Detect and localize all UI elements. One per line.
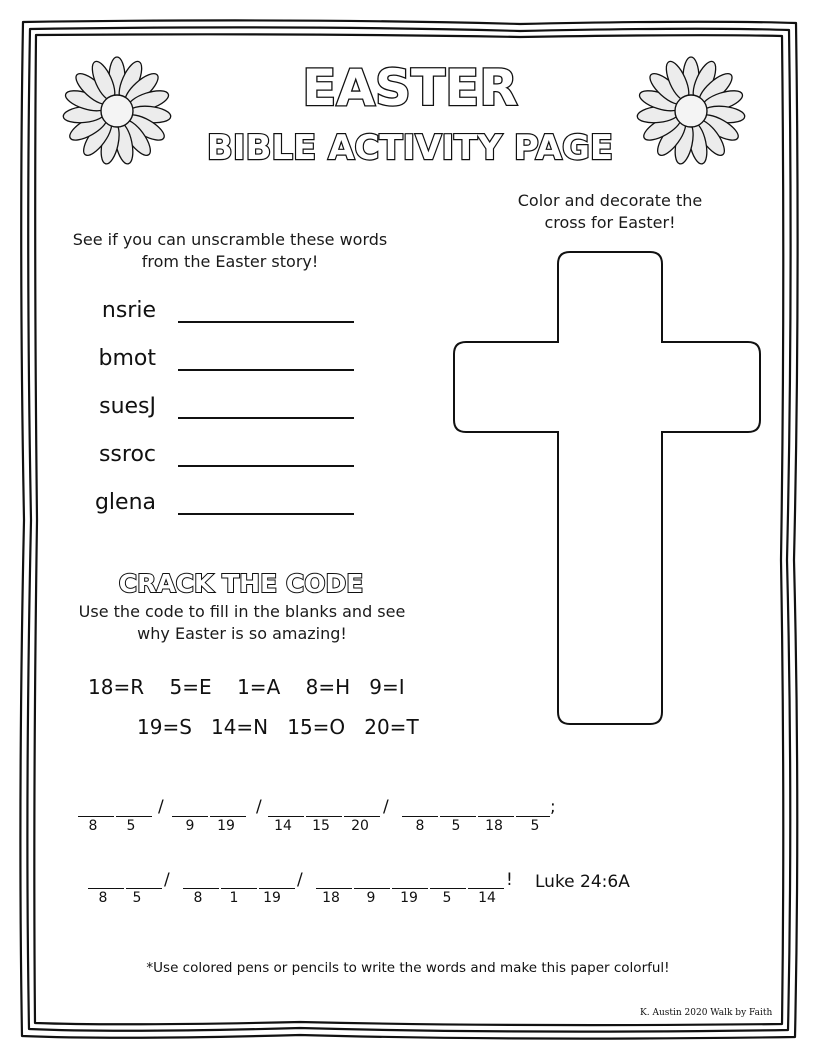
code-number: 8 (98, 890, 108, 906)
code-number: 5 (126, 818, 136, 834)
credit-text: K. Austin 2020 Walk by Faith (640, 1008, 773, 1018)
letter-blank[interactable] (468, 888, 504, 889)
letter-blank[interactable] (116, 816, 152, 817)
letter-blank[interactable] (516, 816, 550, 817)
unscramble-instructions (60, 229, 400, 273)
unscramble-instructions-line1: See if you can unscramble these words (72, 230, 388, 249)
code-number: 18 (322, 890, 340, 906)
word-separator: / (383, 797, 389, 817)
code-number: 8 (88, 818, 98, 834)
code-instructions-line1: Use the code to fill in the blanks and see (78, 602, 406, 621)
letter-blank[interactable] (344, 816, 380, 817)
letter-blank[interactable] (88, 888, 124, 889)
code-number: 5 (442, 890, 452, 906)
word-separator: / (256, 797, 262, 817)
letter-blank[interactable] (172, 816, 208, 817)
scripture-reference: Luke 24:6A (535, 872, 630, 892)
unscramble-instructions-line2: from the Easter story! (141, 252, 319, 271)
answer-line[interactable] (178, 369, 354, 371)
code-section-title: CRACK THE CODE (118, 569, 364, 598)
footer-note: *Use colored pens or pencils to write the words and make this paper colorful! (146, 960, 670, 976)
scrambled-word: glena (94, 490, 156, 515)
code-instructions-line2: why Easter is so amazing! (137, 624, 347, 643)
scrambled-word: suesJ (99, 394, 156, 419)
page-title: EASTER (302, 59, 518, 117)
word-separator: / (158, 797, 164, 817)
cross-instructions-line2: cross for Easter! (544, 213, 676, 232)
scrambled-word: nsrie (101, 298, 156, 323)
letter-blank[interactable] (259, 888, 295, 889)
letter-blank[interactable] (78, 816, 114, 817)
code-key-row: 19=S 14=N 15=O 20=T (137, 715, 419, 739)
code-number: 14 (478, 890, 496, 906)
code-number: 9 (185, 818, 195, 834)
code-number: 20 (351, 818, 369, 834)
answer-line[interactable] (178, 417, 354, 419)
letter-blank[interactable] (478, 816, 514, 817)
letter-blank[interactable] (210, 816, 246, 817)
exclamation-mark: ! (506, 870, 513, 890)
scrambled-word: bmot (98, 346, 156, 371)
cross-instructions (490, 190, 730, 234)
letter-blank[interactable] (430, 888, 466, 889)
letter-blank[interactable] (316, 888, 352, 889)
semicolon: ; (550, 797, 556, 817)
scrambled-word: ssroc (98, 442, 156, 467)
code-number: 8 (193, 890, 203, 906)
code-number: 18 (485, 818, 503, 834)
code-number: 5 (530, 818, 540, 834)
letter-blank[interactable] (354, 888, 390, 889)
code-number: 5 (451, 818, 461, 834)
letter-blank[interactable] (306, 816, 342, 817)
letter-blank[interactable] (440, 816, 476, 817)
letter-blank[interactable] (268, 816, 304, 817)
letter-blank[interactable] (126, 888, 162, 889)
letter-blank[interactable] (392, 888, 428, 889)
code-number: 19 (400, 890, 418, 906)
code-number: 19 (263, 890, 281, 906)
code-number: 14 (274, 818, 292, 834)
word-separator: / (164, 870, 170, 890)
cross-outline-icon (450, 250, 764, 726)
code-number: 15 (312, 818, 330, 834)
answer-line[interactable] (178, 513, 354, 515)
code-number: 8 (415, 818, 425, 834)
code-number: 5 (132, 890, 142, 906)
code-instructions (62, 601, 422, 645)
letter-blank[interactable] (402, 816, 438, 817)
answer-line[interactable] (178, 465, 354, 467)
cross-instructions-line1: Color and decorate the (517, 191, 703, 210)
code-number: 9 (366, 890, 376, 906)
page-subtitle: BIBLE ACTIVITY PAGE (206, 128, 614, 168)
answer-line[interactable] (178, 321, 354, 323)
code-key-row: 18=R 5=E 1=A 8=H 9=I (88, 675, 405, 699)
code-number: 19 (217, 818, 235, 834)
letter-blank[interactable] (183, 888, 219, 889)
code-number: 1 (229, 890, 239, 906)
letter-blank[interactable] (221, 888, 257, 889)
word-separator: / (297, 870, 303, 890)
